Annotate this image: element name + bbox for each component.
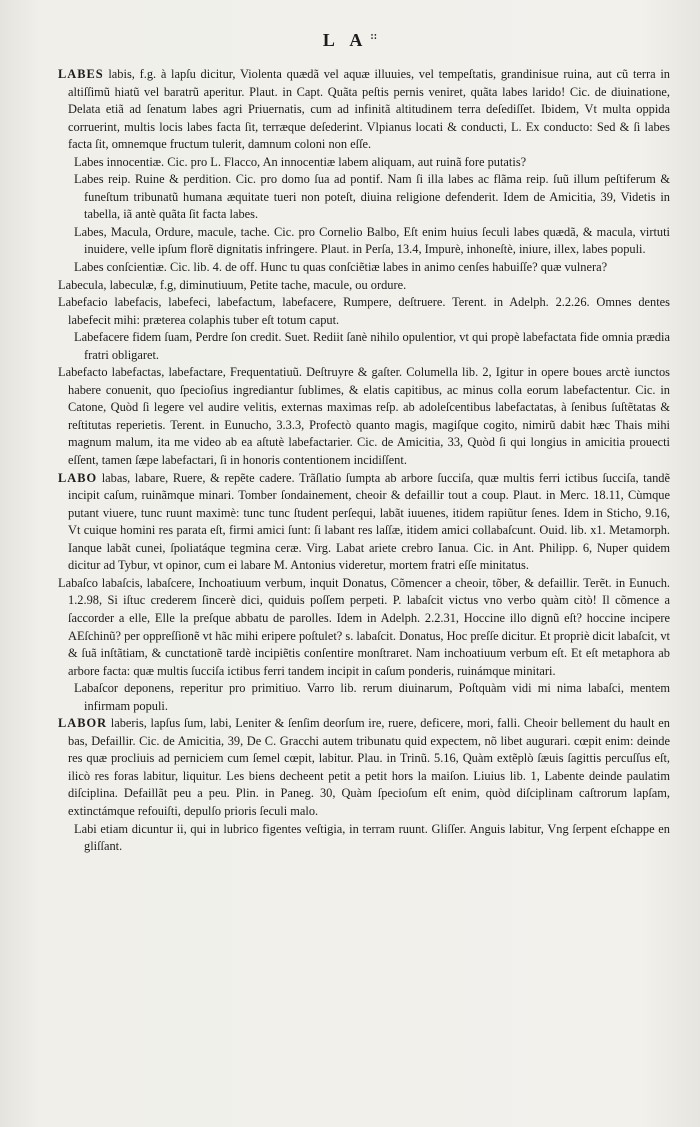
entry-text: Labaſco labaſcis, labaſcere, Inchoatiuum verbum, inquit Donatus, Cõmencer a cheoir, tõber, & defaillir. Terẽt. in Eunuch. 1.2.98, Si iſtuc crederem ſincerè dici, quiduis poſſem perpeti. P. labaſcit victus vno verbo quàm citò! Il cõmence a ſaccorder a elle, Elle la preſque abbatu de parolles. Idem in Adelph. 2.2.31, Hoccine illo dignũ eſt? hoccine incipere AEſchinũ? per oppreſſionẽ vt hãc mihi eripere poſtulet? s. labaſcit. Donatus, Hoc preſſe dicitur. Et propriè dicit labaſcit, vt & ſuã inſtãtiam, & cunctationẽ tardè incipiẽtis conſentire monſtraret. Nam inchoatiuum verbum eſt. Et eſt metaphora ab arbore facta: quæ multis ſucciſa ictibus ferri tandem incipit in caſum ponderis, ruinámque minitari. <box>58 575 670 678</box>
entry-labor <box>58 715 670 820</box>
subentry: Labi etiam dicuntur ii, qui in lubrico figentes veſtigia, in terram ruunt. Gliſſer. Anguis labitur, Vng ſerpent eſchappe en gliſſant. <box>74 821 670 854</box>
entry-labes <box>58 66 670 154</box>
subentry: Labes reip. Ruine & perdition. Cic. pro domo ſua ad pontif. Nam ſi illa labes ac flãma reip. ſuũ illum peſtiferum & funeſtum tribunatũ humana æquitate tueri non poteſt, diuina religione defenderit. Idem de Amicitia, 39, Videtis in tabella, iã antè quãta ſit facta labes. <box>74 172 670 222</box>
entry-text: labas, labare, Ruere, & repẽte cadere. Trãſlatio ſumpta ab arbore ſucciſa, quæ multis ferri ictibus ſucciſa, tandẽ incipit caſum, ruinãmque minari. Tomber ſondainement, cheoir & defaillir tout a coup. Plaut. in Merc. 18.11, Cùmque putant viuere, tunc ruunt maximè: tunc tunc ſtudent perſequi, labãt iuuenes, itidem rapiũtur ſenes. Idem in Sticho, 9.16, Vt cuique homini res parata eſt, firmi amici ſunt: ſi labant res laſſæ, itidem amici collabaſcunt. Ouid. lib. x1. Metamorph. Ianque labãt cunei, ſpoliatáque tegmina ceræ. Virg. Labat ariete crebro Ianua. Cic. in Ant. Philipp. 6, Nuper quidem dicitur ad Tybur, vt opinor, cum ei labare M. Antonius videretur, mortem fratri eſſe minitatus. <box>68 470 670 573</box>
headword: LABOR <box>58 716 108 731</box>
subentry: Labaſcor deponens, reperitur pro primitiuo. Varro lib. rerum diuinarum, Poſtquàm vidi mi nima labaſci, mentem infirmam populi. <box>74 681 670 713</box>
header-mark: :: <box>370 31 378 42</box>
entry-labefacio <box>58 294 670 329</box>
entry-labefacto <box>58 364 670 469</box>
subentry: Labes conſcientiæ. Cic. lib. 4. de off. Hunc tu quas conſciẽtiæ labes in animo cenſes habuiſſe? quæ vulnera? <box>74 260 608 275</box>
page-header <box>0 30 700 51</box>
subentry: Labefacere fidem ſuam, Perdre ſon credit. Suet. Rediit ſanè nihilo opulentior, vt qui propè labefactata fide omnia prædia fratri obligaret. <box>74 330 670 362</box>
entry-text: Labecula, labeculæ, f.g, diminutiuum, Petite tache, macule, ou ordure. <box>58 277 407 292</box>
header-letters: L A <box>322 30 369 50</box>
entry-text: Labefacto labefactas, labefactare, Frequentatiuũ. Deſtruyre & gaſter. Columella lib. 2, Igitur in opere boues arctè iunctos habere conuenit, quo ſpecioſius ingrediantur ſublimes, & elatis capitibus, ac minus colla eorum labefactentur. Cic. in Catone, Quòd ſi legere vel audire velitis, externas maximas reſp. ab adoleſcentibus labefactatas, à ſenibus ſuſtẽtatas & reſtitutas reperietis. Terent. in Eunucho, 3.3.3, Profectò quanto magis, magiſque cogito, nimirũ dabit hæc Thais mihi magnum malum, ita me video ab ea aſtutè labefactarier. Cic. de Amicitia, 33, Quòd ſi qui longius in amicitia prouecti eſſent, tamen ſæpe labefactari, ſi in honoris contentionem incidiſſent. <box>58 365 670 468</box>
page-body <box>58 66 670 856</box>
headword: LABO <box>58 470 98 485</box>
subentry: Labes innocentiæ. Cic. pro L. Flacco, An innocentiæ labem aliquam, aut ruinã fore putatis? <box>74 154 527 169</box>
entry-labo <box>58 470 670 575</box>
entry-labasco <box>58 575 670 680</box>
headword: LABES <box>58 67 104 81</box>
entry-labecula <box>58 277 670 295</box>
entry-text: Labefacio labefacis, labefeci, labefactum, labefacere, Rumpere, deſtruere. Terent. in Adelph. 2.2.26. Omnes dentes labefecit mihi: præterea colaphis tuber eſt totum caput. <box>58 295 670 327</box>
entry-text: labis, f.g. à lapſu dicitur, Violenta quædã vel aquæ illuuies, vel tempeſtatis, grandinisue ruina, aut cũ terra in altiſſimũ hiatũ vel baratrũ aperitur. Plaut. in Capt. Quãta peſtis pernis veniret, quãta labes larido! Cic. de diuinatione, Delata etiã ad ſenatum labes agri Priuernatis, cum ad infinitã altitudinem terra deſediſſet. Ibidem, Vt multa oppida corruerint, multis locis labes facta ſit, terræque deſederint. Vlpianus locati & conducti, L. Ex conducto: Sed & ſi labes facta ſit, omnemque fructum tulerit, damnum coloni non eſſe. <box>68 67 670 152</box>
subentry: Labes, Macula, Ordure, macule, tache. Cic. pro Cornelio Balbo, Eſt enim huius ſeculi labes quædã, & macula, virtuti inuidere, velle ipſum florẽ dignitatis infringere. Plaut. in Perſa, 13.4, Impurè, inhoneſtè, iniure, illex, labes populi. <box>74 224 670 257</box>
entry-text: laberis, lapſus ſum, labi, Leniter & ſenſim deorſum ire, ruere, deficere, mori, falli. Cheoir bellement du hault en bas, Defaillir. Cic. de Amicitia, 39, De C. Gracchi autem tribunatu quid expectem, nõ libet augurari. cœpit enim: deinde res quæ procliuis ad perniciem cum ſemel cœpit, labitur. Plau. in Trinũ. 5.16, Quàm extẽplò ſæuis ſagittis percuſſus eſt, ilicò res foras labitur, liquitur. Les biens decheent petit a petit hors la maiſon. Liuius lib. 1, Labente deinde paulatim diſciplina. Defaillãt peu a peu. Plin. in Paneg. 30, Quàm ſpecioſum eſt enim, quòd diſciplinam caſtrorum lapſam, extinctámque refouiſti, depulſo prioris ſeculi malo. <box>68 716 670 818</box>
